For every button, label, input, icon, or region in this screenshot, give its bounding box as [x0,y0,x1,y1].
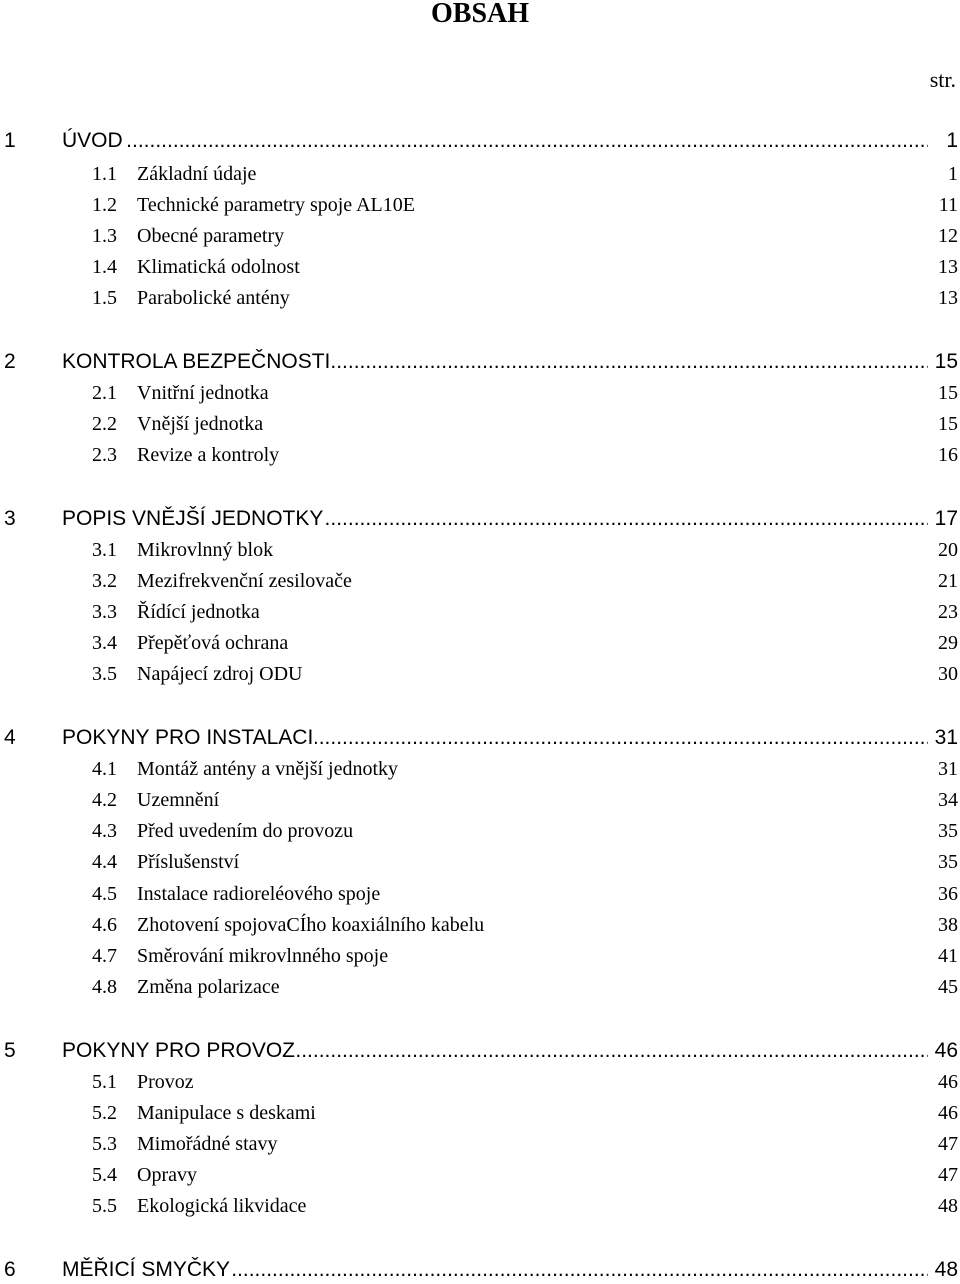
toc-page-number: 15 [938,382,958,404]
toc-section-row [0,974,958,1000]
toc-title: Mimořádné stavy [137,1133,278,1155]
toc-section-row [0,1100,958,1126]
toc-number: 4 [4,726,16,749]
toc-page-number: 48 [931,1257,958,1283]
toc-page-number: 29 [938,632,958,654]
toc-title: Příslušenství [137,851,240,873]
toc-title: Přepěťová ochrana [137,632,289,654]
toc-page-number: 31 [938,758,958,780]
toc-section-row [0,849,958,875]
toc-chapter-row [0,128,958,154]
toc-number: 4.3 [92,820,117,842]
toc-page-number: 36 [938,883,958,905]
toc-section-row [0,1131,958,1157]
toc-title: Klimatická odolnost [137,256,300,278]
toc-chapter-row [0,725,958,751]
toc-number: 5.3 [92,1133,117,1155]
toc-number: 2.1 [92,382,117,404]
toc-title: MĚŘICÍ SMYČKY [62,1258,231,1281]
toc-number: 4.5 [92,883,117,905]
toc-title: Revize a kontroly [137,444,280,466]
toc-page-number: 34 [938,789,958,811]
toc-title: Opravy [137,1164,197,1186]
toc-dot-leader [62,128,928,154]
toc-page-number: 35 [938,820,958,842]
toc-number: 1.3 [92,225,117,247]
toc-section-row [0,537,958,563]
toc-number: 2.2 [92,413,117,435]
toc-number: 2 [4,350,16,373]
toc-number: 5.5 [92,1195,117,1217]
toc-section-row [0,285,958,311]
toc-chapter-row [0,349,958,375]
toc-page-number: 35 [938,851,958,873]
toc-section-row [0,411,958,437]
toc-title: Instalace radioreléového spoje [137,883,381,905]
toc-page-number: 47 [938,1164,958,1186]
toc-section-row [0,1193,958,1219]
toc-title: Před uvedením do provozu [137,820,354,842]
toc-number: 4.6 [92,914,117,936]
toc-page-number: 21 [938,570,958,592]
toc-section-row [0,1162,958,1188]
toc-section-row [0,756,958,782]
toc-page-number: 15 [931,349,958,375]
toc-number: 1.1 [92,163,117,185]
toc-page-number: 38 [938,914,958,936]
toc-section-row [0,568,958,594]
toc-number: 3.1 [92,539,117,561]
toc-section-row [0,161,958,187]
toc-title: KONTROLA BEZPEČNOSTI [62,350,331,373]
toc-number: 3.3 [92,601,117,623]
toc-page-number: 13 [938,287,958,309]
toc-number: 6 [4,1258,16,1281]
toc-page-number: 16 [938,444,958,466]
toc-title: Mikrovlnný blok [137,539,274,561]
toc-section-row [0,943,958,969]
toc-number: 5.4 [92,1164,117,1186]
toc-title: Změna polarizace [137,976,280,998]
toc-chapter-row [0,1257,958,1283]
toc-title: Vnější jednotka [137,413,264,435]
toc-number: 1.5 [92,287,117,309]
toc-title: Zhotovení spojovaCÍho koaxiálního kabelu [137,914,485,936]
toc-page-number: 11 [938,194,958,216]
toc-page-number: 15 [938,413,958,435]
page-title: OBSAH [430,0,530,29]
toc-number: 4.8 [92,976,117,998]
toc-page-number: 1 [942,128,958,154]
toc-title: Parabolické antény [137,287,290,309]
toc-number: 4.7 [92,945,117,967]
toc-page-number: 17 [931,506,958,532]
toc-chapter-row [0,506,958,532]
toc-number: 5.1 [92,1071,117,1093]
toc-number: 3.4 [92,632,117,654]
toc-number: 3 [4,507,16,530]
toc-number: 1.2 [92,194,117,216]
toc-number: 4.4 [92,851,117,873]
toc-page-number: 13 [938,256,958,278]
toc-title: Ekologická likvidace [137,1195,307,1217]
toc-number: 1 [4,129,16,152]
toc-title: Montáž antény a vnější jednotky [137,758,399,780]
toc-title: Mezifrekvenční zesilovače [137,570,352,592]
toc-page-number: 45 [938,976,958,998]
toc-section-row [0,380,958,406]
toc-title: Napájecí zdroj ODU [137,663,303,685]
toc-page-number: 47 [938,1133,958,1155]
toc-number: 5.2 [92,1102,117,1124]
toc-title: Základní údaje [137,163,257,185]
page-column-label: str. [929,67,956,92]
toc-title: Technické parametry spoje AL10E [137,194,415,216]
toc-page-number: 46 [938,1071,958,1093]
toc-section-row [0,630,958,656]
toc-page-number: 20 [938,539,958,561]
toc-number: 4.2 [92,789,117,811]
toc-section-row [0,661,958,687]
toc-title: POPIS VNĚJŠÍ JEDNOTKY [62,507,324,530]
toc-page-number: 41 [938,945,958,967]
toc-chapter-row [0,1038,958,1064]
toc-section-row [0,254,958,280]
toc-page-number: 48 [938,1195,958,1217]
toc-section-row [0,599,958,625]
toc-title: Uzemnění [137,789,220,811]
toc-number: 4.1 [92,758,117,780]
toc-page-number: 12 [938,225,958,247]
toc-number: 5 [4,1039,16,1062]
toc-title: ÚVOD [62,129,123,152]
toc-number: 1.4 [92,256,117,278]
toc-title: Provoz [137,1071,194,1093]
toc-number: 3.5 [92,663,117,685]
toc-title: POKYNY PRO INSTALACI [62,726,314,749]
toc-section-row [0,192,958,218]
toc-title: Manipulace s deskami [137,1102,316,1124]
toc-page-number: 31 [931,725,958,751]
toc-section-row [0,223,958,249]
toc-title: Obecné parametry [137,225,285,247]
toc-number: 3.2 [92,570,117,592]
toc-title: Řídící jednotka [137,601,260,623]
toc-section-row [0,912,958,938]
toc-section-row [0,818,958,844]
toc-page-number: 46 [931,1038,958,1064]
toc-page-number: 46 [938,1102,958,1124]
toc-section-row [0,1069,958,1095]
toc-title: Směrování mikrovlnného spoje [137,945,389,967]
toc-page-number: 1 [948,163,958,185]
toc-page-number: 23 [938,601,958,623]
toc-section-row [0,787,958,813]
toc-page-number: 30 [938,663,958,685]
toc-section-row [0,442,958,468]
toc-title: POKYNY PRO PROVOZ [62,1039,295,1062]
toc-title: Vnitřní jednotka [137,382,269,404]
toc-number: 2.3 [92,444,117,466]
toc-section-row [0,881,958,907]
